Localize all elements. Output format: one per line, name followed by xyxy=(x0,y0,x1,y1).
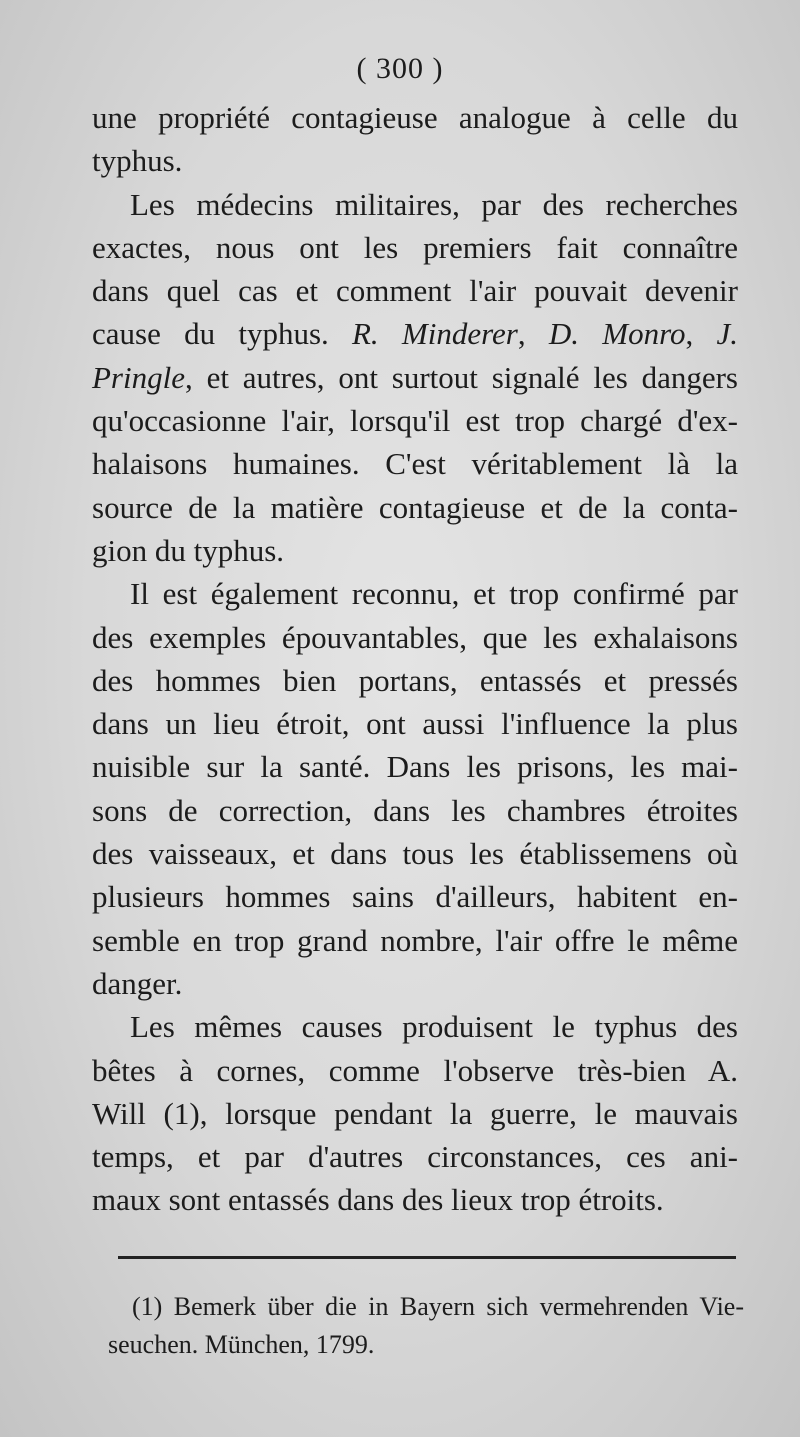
text-line: halaisons humaines. C'est véritablement là la xyxy=(92,446,738,482)
footnote-line: seuchen. München, 1799. xyxy=(108,1330,375,1359)
body-text xyxy=(92,96,738,1222)
text-line: Les médecins militaires, par des recherches xyxy=(130,186,738,222)
footnote-line: (1) Bemerk über die in Bayern sich vermehrenden Vie- xyxy=(132,1292,744,1321)
italic-name: R. Minderer xyxy=(352,316,518,352)
text-line: source de la matière contagieuse et de la conta- xyxy=(92,489,738,525)
text-line: temps, et par d'autres circonstances, ces ani- xyxy=(92,1139,738,1175)
text-line: exactes, nous ont les premiers fait connaître xyxy=(92,229,738,265)
text-line: des exemples épouvantables, que les exhalaisons xyxy=(92,619,738,655)
text-line: qu'occasionne l'air, lorsqu'il est trop chargé d'ex- xyxy=(92,403,738,439)
text-line: bêtes à cornes, comme l'observe très-bien A. xyxy=(92,1052,738,1088)
italic-name: J. xyxy=(716,316,739,352)
text-line: danger. xyxy=(92,965,183,1001)
text-line: gion du typhus. xyxy=(92,532,285,568)
text-line: Will (1), lorsque pendant la guerre, le mauvais xyxy=(92,1095,738,1131)
text-line: Il est également reconnu, et trop confirmé par xyxy=(130,576,738,612)
text-line: des vaisseaux, et dans tous les établissemens où xyxy=(92,836,738,872)
text-segment: , xyxy=(685,316,717,352)
text-line: semble en trop grand nombre, l'air offre le même xyxy=(92,922,738,958)
text-segment: , xyxy=(517,316,549,352)
footnote-rule xyxy=(118,1256,736,1259)
text-line: sons de correction, dans les chambres étroites xyxy=(92,792,738,828)
text-line: maux sont entassés dans des lieux trop étroits. xyxy=(92,1182,664,1218)
text-line: Les mêmes causes produisent le typhus des xyxy=(130,1009,738,1045)
italic-name: Pringle xyxy=(92,359,185,395)
text-line: une propriété contagieuse analogue à celle du xyxy=(92,100,738,135)
text-line: dans quel cas et comment l'air pouvait devenir xyxy=(92,273,738,309)
italic-name: D. Monro xyxy=(548,316,686,352)
text-line xyxy=(92,356,738,399)
page-number: ( 300 ) xyxy=(356,52,444,85)
text-line: des hommes bien portans, entassés et pressés xyxy=(92,662,738,698)
text-line: plusieurs hommes sains d'ailleurs, habitent en- xyxy=(92,879,738,915)
text-segment: cause du typhus. xyxy=(92,316,352,352)
text-line: dans un lieu étroit, ont aussi l'influence la plus xyxy=(92,706,738,742)
text-line xyxy=(92,312,738,355)
text-segment: , et autres, ont surtout signalé les dangers xyxy=(185,359,738,395)
text-line: nuisible sur la santé. Dans les prisons, les mai- xyxy=(92,749,738,785)
footnote xyxy=(108,1288,744,1364)
text-line: typhus. xyxy=(92,143,183,179)
